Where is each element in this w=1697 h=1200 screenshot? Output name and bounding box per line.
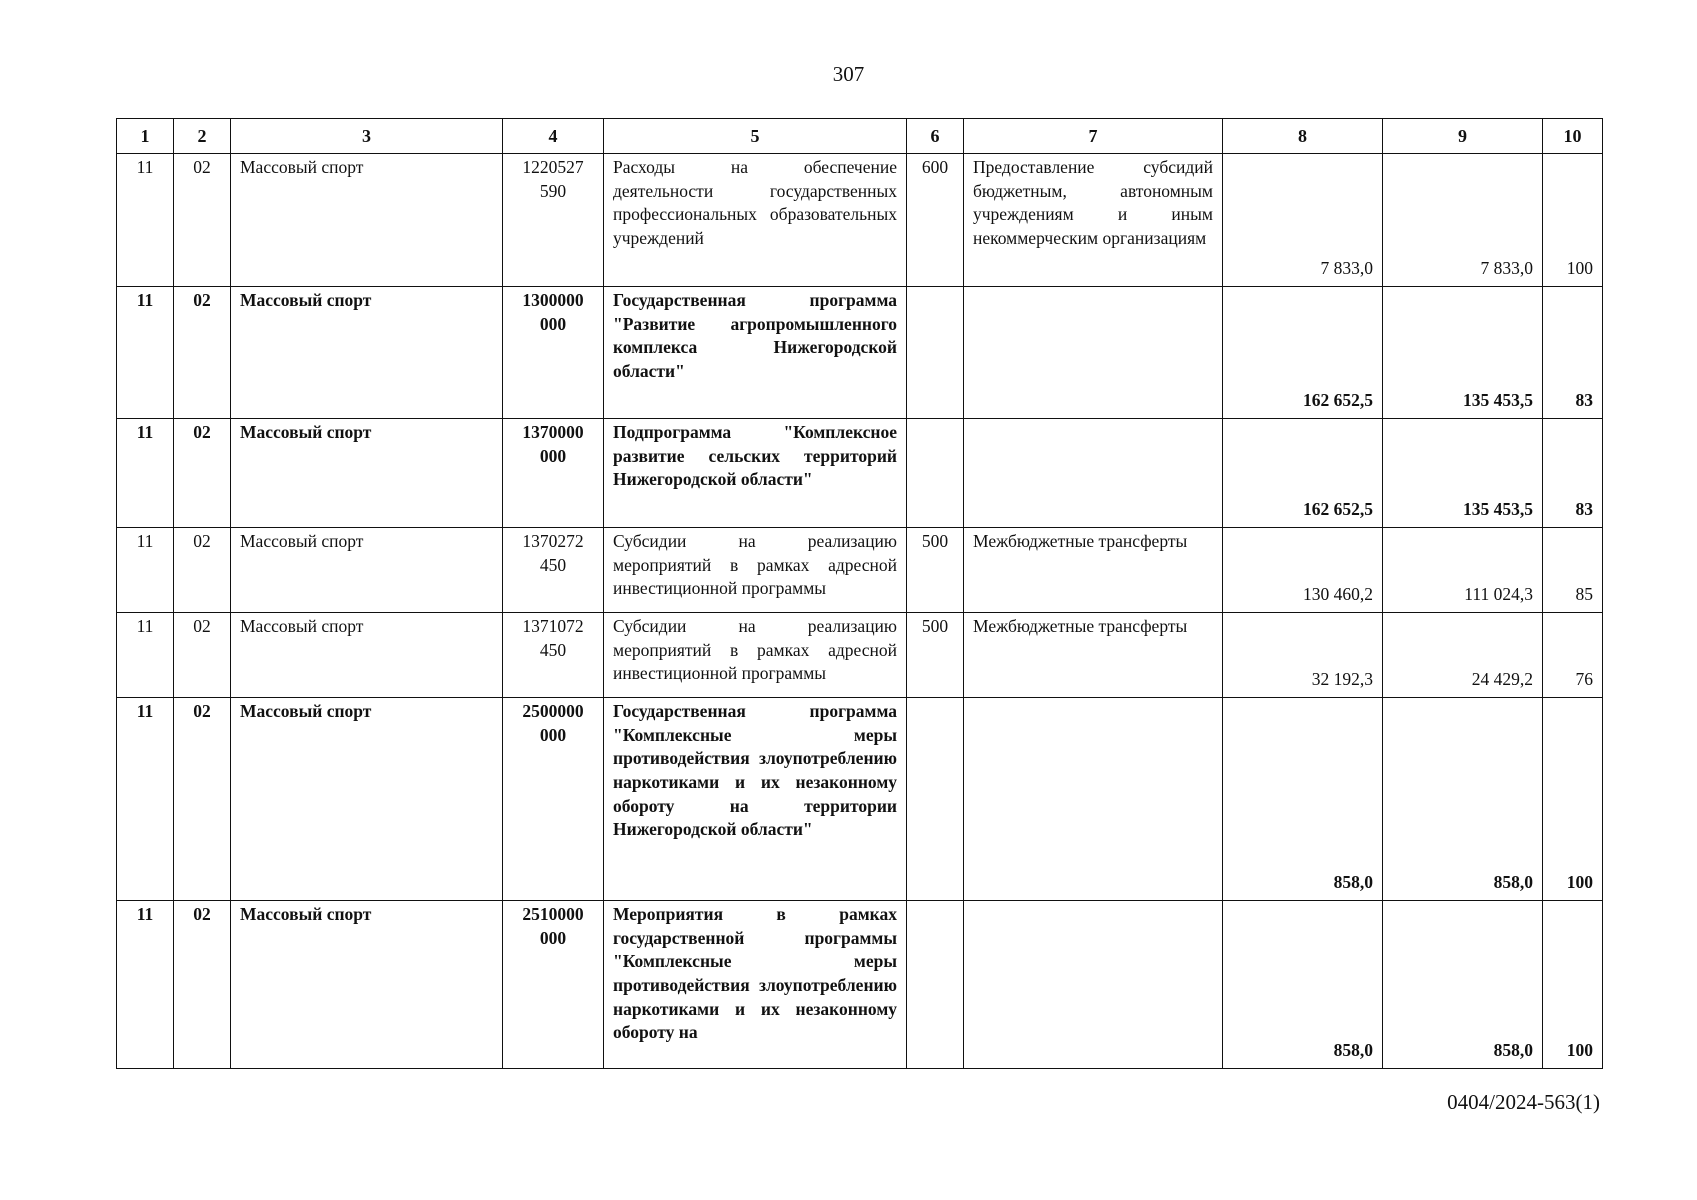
percent-cell: 85 bbox=[1543, 528, 1603, 613]
percent-cell: 83 bbox=[1543, 419, 1603, 528]
article-name-cell: Подпрограмма "Комплексное развитие сельских территорий Нижегородской области" bbox=[604, 419, 907, 528]
section-code-cell: 11 bbox=[117, 528, 174, 613]
subsection-name-cell: Массовый спорт bbox=[231, 154, 503, 287]
table-row bbox=[117, 901, 1603, 1069]
expense-type-name-cell: Предоставление субсидий бюджетным, автономным учреждениям и иным некоммерческим организациям bbox=[964, 154, 1223, 287]
expense-type-code-cell: 600 bbox=[907, 154, 964, 287]
target-article-code-part2: 590 bbox=[539, 180, 567, 201]
percent-cell: 100 bbox=[1543, 154, 1603, 287]
column-header-7: 7 bbox=[964, 119, 1223, 154]
target-article-code-part1: 2510000 bbox=[522, 904, 584, 924]
expense-type-code-cell bbox=[907, 901, 964, 1069]
percent-cell: 100 bbox=[1543, 901, 1603, 1069]
target-article-code-part2: 450 bbox=[539, 639, 567, 660]
column-header-3: 3 bbox=[231, 119, 503, 154]
column-header-10: 10 bbox=[1543, 119, 1603, 154]
table-row bbox=[117, 528, 1603, 613]
executed-amount-cell: 858,0 bbox=[1383, 901, 1543, 1069]
expense-type-name-cell: Межбюджетные трансферты bbox=[964, 613, 1223, 698]
column-header-9: 9 bbox=[1383, 119, 1543, 154]
expense-type-code-cell: 500 bbox=[907, 613, 964, 698]
article-name-cell: Расходы на обеспечение деятельности государственных профессиональных образовательных учреждений bbox=[604, 154, 907, 287]
subsection-name-cell: Массовый спорт bbox=[231, 901, 503, 1069]
expense-type-name-cell bbox=[964, 287, 1223, 419]
section-code-cell: 11 bbox=[117, 154, 174, 287]
target-article-cell bbox=[503, 613, 604, 698]
target-article-code-part2: 000 bbox=[539, 724, 567, 745]
subsection-code-cell: 02 bbox=[174, 698, 231, 901]
executed-amount-cell: 135 453,5 bbox=[1383, 419, 1543, 528]
target-article-code-part1: 1370272 bbox=[522, 531, 584, 551]
subsection-name-cell: Массовый спорт bbox=[231, 698, 503, 901]
subsection-code-cell: 02 bbox=[174, 287, 231, 419]
table-row bbox=[117, 419, 1603, 528]
target-article-cell bbox=[503, 154, 604, 287]
table-row bbox=[117, 698, 1603, 901]
section-code-cell: 11 bbox=[117, 419, 174, 528]
subsection-name-cell: Массовый спорт bbox=[231, 613, 503, 698]
document-code: 0404/2024-563(1) bbox=[1447, 1090, 1600, 1114]
subsection-code-cell: 02 bbox=[174, 901, 231, 1069]
target-article-cell bbox=[503, 698, 604, 901]
approved-amount-cell: 162 652,5 bbox=[1223, 419, 1383, 528]
table-row bbox=[117, 154, 1603, 287]
executed-amount-cell: 24 429,2 bbox=[1383, 613, 1543, 698]
budget-table bbox=[116, 118, 1603, 1069]
column-header-4: 4 bbox=[503, 119, 604, 154]
column-header-2: 2 bbox=[174, 119, 231, 154]
expense-type-code-cell bbox=[907, 419, 964, 528]
approved-amount-cell: 130 460,2 bbox=[1223, 528, 1383, 613]
target-article-code-part1: 2500000 bbox=[522, 701, 584, 721]
executed-amount-cell: 858,0 bbox=[1383, 698, 1543, 901]
subsection-code-cell: 02 bbox=[174, 613, 231, 698]
table-row bbox=[117, 287, 1603, 419]
expense-type-name-cell bbox=[964, 698, 1223, 901]
approved-amount-cell: 858,0 bbox=[1223, 901, 1383, 1069]
expense-type-name-cell: Межбюджетные трансферты bbox=[964, 528, 1223, 613]
expense-type-code-cell bbox=[907, 698, 964, 901]
section-code-cell: 11 bbox=[117, 287, 174, 419]
target-article-code-part1: 1300000 bbox=[522, 290, 584, 310]
target-article-code-part2: 450 bbox=[539, 554, 567, 575]
target-article-cell bbox=[503, 901, 604, 1069]
target-article-code-part1: 1370000 bbox=[522, 422, 584, 442]
section-code-cell: 11 bbox=[117, 698, 174, 901]
expense-type-code-cell bbox=[907, 287, 964, 419]
executed-amount-cell: 111 024,3 bbox=[1383, 528, 1543, 613]
subsection-code-cell: 02 bbox=[174, 154, 231, 287]
target-article-code-part2: 000 bbox=[539, 927, 567, 948]
subsection-name-cell: Массовый спорт bbox=[231, 528, 503, 613]
approved-amount-cell: 858,0 bbox=[1223, 698, 1383, 901]
subsection-name-cell: Массовый спорт bbox=[231, 287, 503, 419]
subsection-name-cell: Массовый спорт bbox=[231, 419, 503, 528]
column-header-1: 1 bbox=[117, 119, 174, 154]
expense-type-code-cell: 500 bbox=[907, 528, 964, 613]
target-article-code-part1: 1220527 bbox=[522, 157, 584, 177]
executed-amount-cell: 7 833,0 bbox=[1383, 154, 1543, 287]
approved-amount-cell: 7 833,0 bbox=[1223, 154, 1383, 287]
target-article-code-part2: 000 bbox=[539, 445, 567, 466]
table-row bbox=[117, 613, 1603, 698]
column-header-5: 5 bbox=[604, 119, 907, 154]
percent-cell: 76 bbox=[1543, 613, 1603, 698]
column-header-8: 8 bbox=[1223, 119, 1383, 154]
target-article-cell bbox=[503, 528, 604, 613]
table-body bbox=[117, 154, 1603, 1069]
section-code-cell: 11 bbox=[117, 613, 174, 698]
page-number: 307 bbox=[832, 62, 865, 86]
article-name-cell: Субсидии на реализацию мероприятий в рамках адресной инвестиционной программы bbox=[604, 613, 907, 698]
target-article-cell bbox=[503, 287, 604, 419]
executed-amount-cell: 135 453,5 bbox=[1383, 287, 1543, 419]
approved-amount-cell: 162 652,5 bbox=[1223, 287, 1383, 419]
article-name-cell: Государственная программа "Развитие агропромышленного комплекса Нижегородской области" bbox=[604, 287, 907, 419]
subsection-code-cell: 02 bbox=[174, 528, 231, 613]
target-article-code-part2: 000 bbox=[539, 313, 567, 334]
target-article-cell bbox=[503, 419, 604, 528]
article-name-cell: Мероприятия в рамках государственной программы "Комплексные меры противодействия злоупотреблению наркотиками и их незаконному обороту на bbox=[604, 901, 907, 1069]
expense-type-name-cell bbox=[964, 901, 1223, 1069]
percent-cell: 83 bbox=[1543, 287, 1603, 419]
subsection-code-cell: 02 bbox=[174, 419, 231, 528]
section-code-cell: 11 bbox=[117, 901, 174, 1069]
column-header-6: 6 bbox=[907, 119, 964, 154]
target-article-code-part1: 1371072 bbox=[522, 616, 584, 636]
article-name-cell: Государственная программа "Комплексные меры противодействия злоупотреблению наркотиками и их незаконному обороту на территории Нижегородской области" bbox=[604, 698, 907, 901]
expense-type-name-cell bbox=[964, 419, 1223, 528]
article-name-cell: Субсидии на реализацию мероприятий в рамках адресной инвестиционной программы bbox=[604, 528, 907, 613]
percent-cell: 100 bbox=[1543, 698, 1603, 901]
approved-amount-cell: 32 192,3 bbox=[1223, 613, 1383, 698]
table-header-row bbox=[117, 119, 1603, 154]
